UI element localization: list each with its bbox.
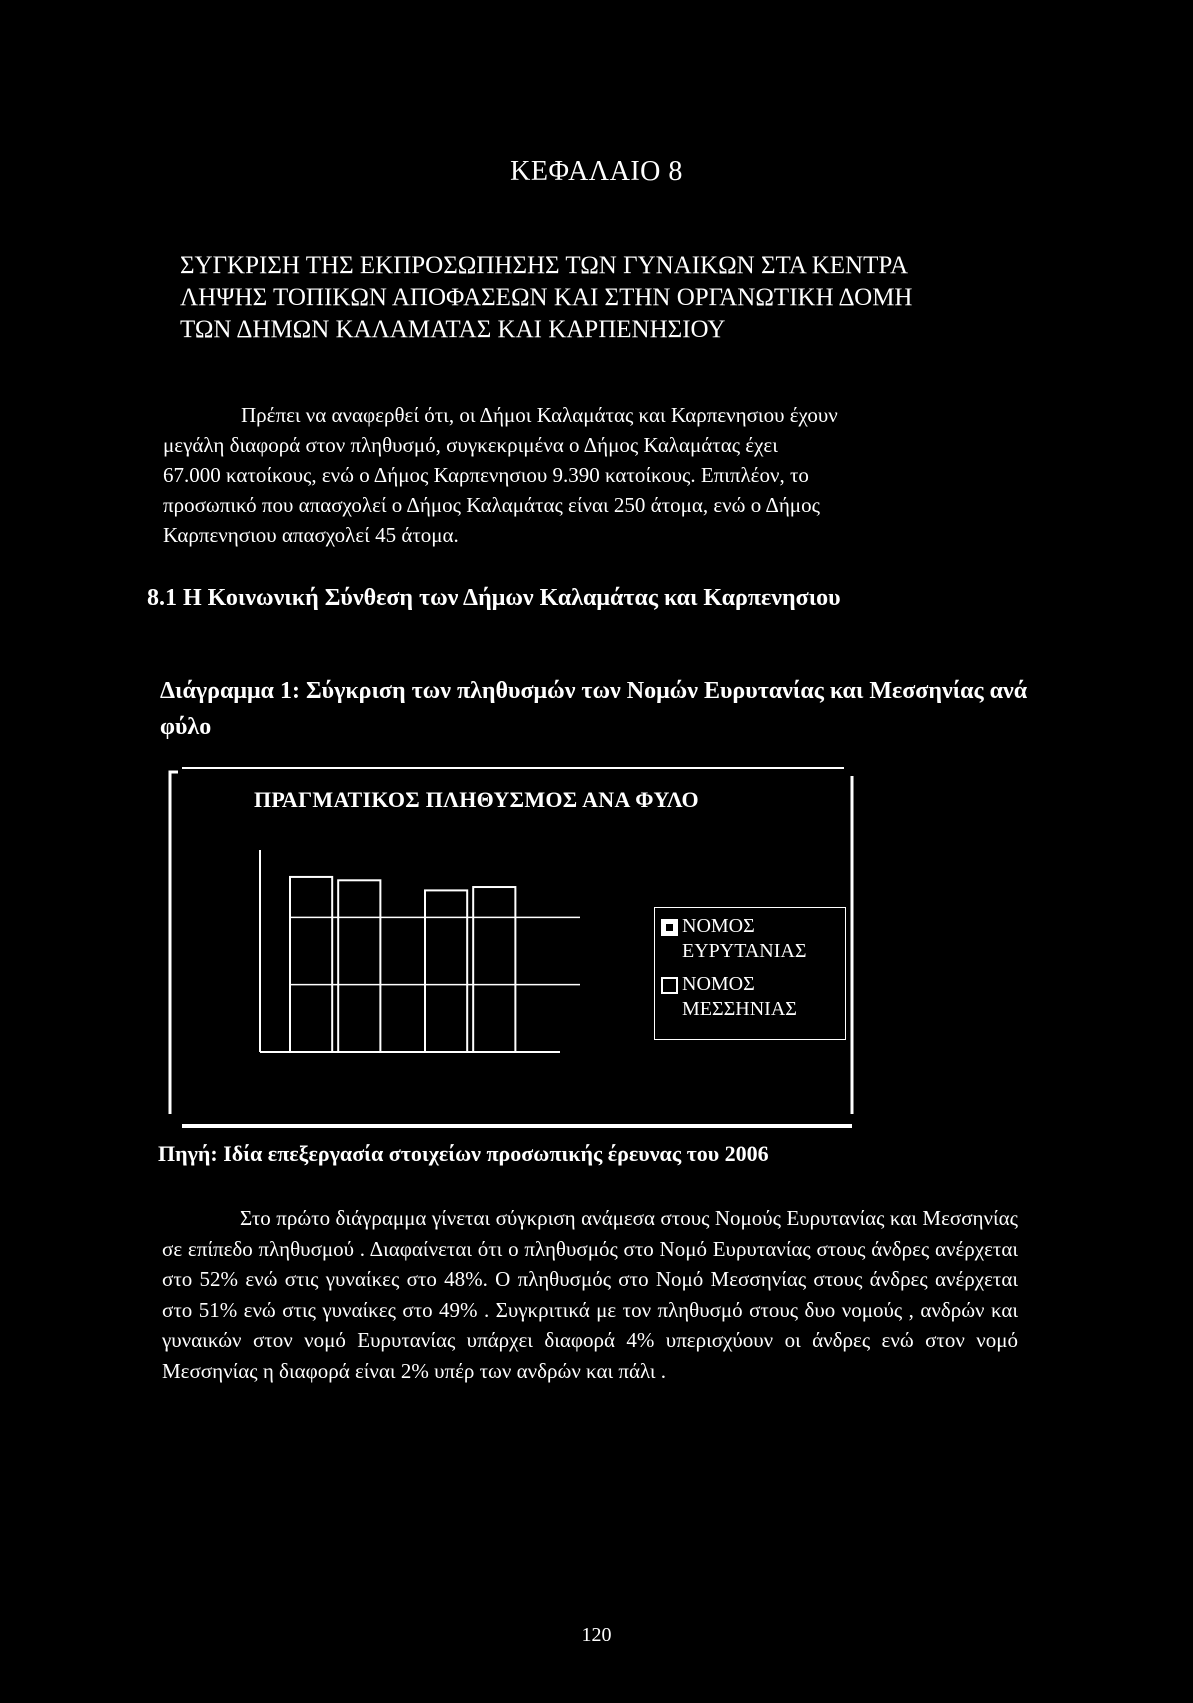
chapter-heading: ΚΕΦΑΛΑΙΟ 8 <box>510 156 683 187</box>
body-text: Στο πρώτο διάγραμμα γίνεται σύγκριση ανάμεσα στους Νομούς Ευρυτανίας και Μεσσηνίας σε επίπεδο πληθυσμού . Διαφαίνεται ότι ο πληθυσμός στο Νομό Ευρυτανίας στους άνδρες ανέρχεται στο 52% ενώ στις γυναίκες στο 48%. Ο πληθυσμός στο Νομό Μεσσηνίας στους άνδρες ανέρχεται στο 51% ενώ στις γυναίκες στο 49% . Συγκριτικά με τον πληθυσμό στους δυο νομούς , ανδρών και γυναικών στον νομό Ευρυτανίας υπάρχει διαφορά 4% υπερισχύουν οι άνδρες ενώ στον νομό Μεσσηνίας η διαφορά είναι 2% υπέρ των ανδρών και πάλι . <box>162 1206 1018 1383</box>
main-title-line-3: ΤΩΝ ΔΗΜΩΝ ΚΑΛΑΜΑΤΑΣ ΚΑΙ ΚΑΡΠΕΝΗΣΙΟΥ <box>180 316 726 343</box>
figure-caption: Διάγραμμα 1: Σύγκριση των πληθυσμών των Νομών Ευρυτανίας και Μεσσηνίας ανά φύλο <box>160 678 1028 740</box>
intro-line: Πρέπει να αναφερθεί ότι, οι Δήμοι Καλαμάτας και Καρπενησιου έχουν <box>241 403 838 427</box>
intro-line: προσωπικό που απασχολεί ο Δήμος Καλαμάτας είναι 250 άτομα, ενώ ο Δήμος <box>163 493 820 517</box>
figure-source: Πηγή: Ιδία επεξεργασία στοιχείων προσωπικής έρευνας του 2006 <box>158 1141 769 1166</box>
legend-label-evrytania: ΝΟΜΟΣ ΕΥΡΥΤΑΝΙΑΣ <box>682 915 807 962</box>
section-heading: 8.1 Η Κοινωνική Σύνθεση των Δήμων Καλαμάτας και Καρπενησιου <box>147 585 841 611</box>
chart-plot <box>250 840 640 1060</box>
main-title-line-1: ΣΥΓΚΡΙΣΗ ΤΗΣ ΕΚΠΡΟΣΩΠΗΣΗΣ ΤΩΝ ΓΥΝΑΙΚΩΝ ΣΤΑ ΚΕΝΤΡΑ <box>180 252 909 279</box>
chart-axes <box>260 850 580 1052</box>
intro-line: μεγάλη διαφορά στον πληθυσμό, συγκεκριμένα ο Δήμος Καλαμάτας έχει <box>163 433 778 457</box>
legend-label-messinia: ΝΟΜΟΣ ΜΕΣΣΗΝΙΑΣ <box>682 973 797 1020</box>
bar-evrytania-0 <box>290 877 332 1052</box>
intro-line: Καρπενησιου απασχολεί 45 άτομα. <box>163 523 459 547</box>
page-number: 120 <box>581 1624 612 1646</box>
main-title-line-2: ΛΗΨΗΣ ΤΟΠΙΚΩΝ ΑΠΟΦΑΣΕΩΝ ΚΑΙ ΣΤΗΝ ΟΡΓΑΝΩΤΙΚΗ ΔΟΜΗ <box>180 284 913 311</box>
chart-legend <box>654 907 846 1040</box>
legend-swatch-messinia <box>661 977 678 994</box>
bar-messinia-0 <box>338 880 380 1052</box>
legend-swatch-evrytania <box>661 919 678 936</box>
intro-paragraph <box>163 400 1018 550</box>
legend-item-messinia <box>655 972 845 1022</box>
bar-messinia-1 <box>473 887 515 1052</box>
body-paragraph <box>162 1203 1018 1386</box>
intro-line: 67.000 κατοίκους, ενώ ο Δήμος Καρπενησιου 9.390 κατοίκους. Επιπλέον, το <box>163 463 809 487</box>
chart-title: ΠΡΑΓΜΑΤΙΚΟΣ ΠΛΗΘΥΣΜΟΣ ΑΝΑ ΦΥΛΟ <box>254 787 699 812</box>
legend-item-evrytania <box>655 914 845 964</box>
bar-evrytania-1 <box>425 890 467 1052</box>
